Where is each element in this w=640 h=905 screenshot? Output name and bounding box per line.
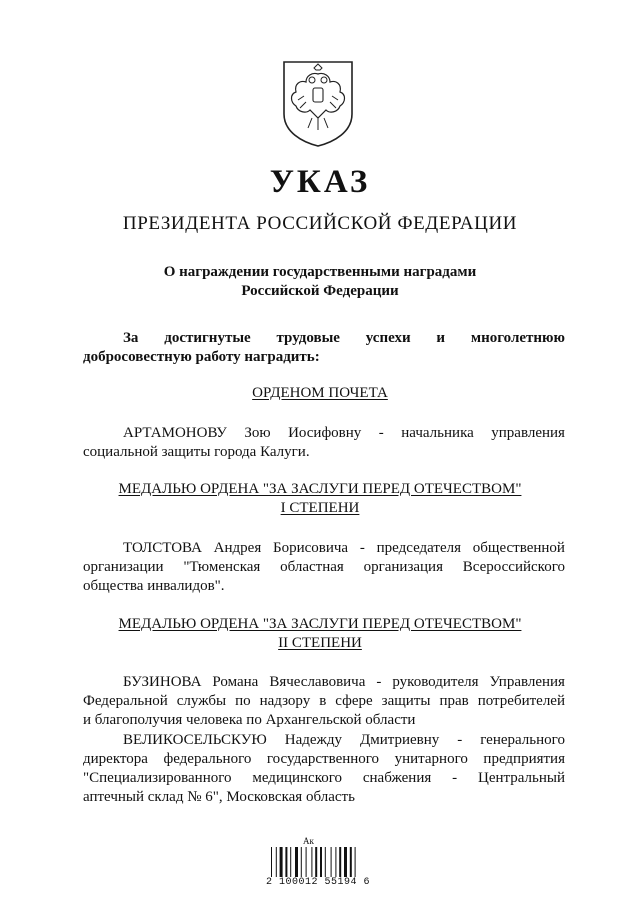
intro-word: успехи [365, 330, 411, 346]
entry-word: Дмитриевну [359, 732, 440, 748]
entry-word: Управления [489, 674, 565, 690]
intro-paragraph [83, 329, 565, 367]
entry-line [83, 692, 565, 711]
entry-line [83, 558, 565, 577]
entry-line [83, 750, 565, 769]
intro-word: многолетнюю [470, 330, 565, 346]
award-title-line: I СТЕПЕНИ [280, 500, 360, 516]
intro-line: добросовестную работу наградить: [83, 349, 320, 365]
entry-word: унитарного [394, 751, 468, 767]
entry-line: социальной защиты города Калуги. [83, 444, 310, 460]
award-title-medal-1st-degree [0, 480, 640, 518]
intro-word: За [123, 330, 139, 346]
entry-word: Андрея [213, 540, 262, 556]
awardee-entry [83, 673, 565, 730]
entry-word: Федеральной [83, 693, 168, 709]
entry-line [83, 673, 565, 692]
award-title-medal-2nd-degree [0, 615, 640, 653]
entry-line [83, 731, 565, 750]
entry-word: - [457, 732, 463, 748]
intro-word: достигнутые [164, 330, 251, 346]
intro-line [83, 329, 565, 348]
entry-word: сфере [335, 693, 373, 709]
awardee-entry [83, 539, 565, 596]
entry-word: Иосифовну [288, 425, 362, 441]
entry-word: общественной [472, 540, 565, 556]
entry-word: Вячеславовича [269, 674, 366, 690]
entry-word: Надежду [284, 732, 343, 748]
heading-line: Российской Федерации [241, 283, 399, 299]
entry-line: аптечный склад № 6", Московская область [83, 789, 355, 805]
entry-word: государственного [266, 751, 380, 767]
entry-word: предприятия [483, 751, 565, 767]
entry-word: организации [83, 559, 164, 575]
entry-line: и благополучия человека по Архангельской области [83, 712, 416, 728]
entry-word: начальника [401, 425, 474, 441]
entry-word: председателя [376, 540, 462, 556]
entry-word: Романа [212, 674, 259, 690]
entry-word: Борисовича [272, 540, 349, 556]
entry-word: Центральный [477, 770, 565, 786]
document-subtitle: ПРЕЗИДЕНТА РОССИЙСКОЙ ФЕДЕРАЦИИ [122, 213, 518, 234]
coat-of-arms-emblem-icon [276, 56, 360, 148]
entry-word: в [319, 693, 327, 709]
entry-word: ВЕЛИКОСЕЛЬСКУЮ [123, 732, 267, 748]
entry-word: руководителя [392, 674, 479, 690]
entry-word: - [359, 540, 365, 556]
entry-word: по [235, 693, 251, 709]
entry-word: генерального [480, 732, 565, 748]
entry-line [83, 769, 565, 788]
entry-word: службы [176, 693, 227, 709]
entry-word: медицинского [252, 770, 343, 786]
entry-word: защиты [381, 693, 431, 709]
entry-word: ТОЛСТОВА [123, 540, 202, 556]
award-title-order-of-honour [0, 384, 640, 403]
entry-word: потребителей [477, 693, 565, 709]
entry-word: "Тюменская [183, 559, 261, 575]
entry-word: управления [491, 425, 565, 441]
award-title-line: МЕДАЛЬЮ ОРДЕНА "ЗА ЗАСЛУГИ ПЕРЕД ОТЕЧЕСТВОМ" [118, 481, 522, 497]
award-title-line: ОРДЕНОМ ПОЧЕТА [252, 385, 388, 401]
entry-word: надзору [259, 693, 311, 709]
barcode-number: 2 100012 55194 6 [266, 877, 371, 888]
entry-word: - [378, 425, 384, 441]
awardee-entry [83, 731, 565, 807]
entry-line [83, 424, 565, 443]
entry-word: федерального [163, 751, 252, 767]
entry-line: общества инвалидов". [83, 578, 225, 594]
heading-line: О награждении государственными наградами [163, 264, 477, 280]
award-title-line: МЕДАЛЬЮ ОРДЕНА "ЗА ЗАСЛУГИ ПЕРЕД ОТЕЧЕСТВОМ" [118, 616, 522, 632]
entry-word: директора [83, 751, 148, 767]
barcode-mark: Ак [303, 836, 314, 846]
entry-word: прав [439, 693, 469, 709]
entry-word: областная [280, 559, 344, 575]
entry-word: БУЗИНОВА [123, 674, 202, 690]
awardee-entry [83, 424, 565, 462]
entry-word: АРТАМОНОВУ [123, 425, 227, 441]
intro-word: трудовые [276, 330, 340, 346]
entry-word: Зою [244, 425, 271, 441]
decree-heading [0, 263, 640, 301]
entry-word: снабжения [362, 770, 432, 786]
entry-line [83, 539, 565, 558]
entry-word: организация [363, 559, 443, 575]
entry-word: - [376, 674, 382, 690]
document-title: УКАЗ [269, 164, 371, 200]
entry-word: Всероссийского [462, 559, 565, 575]
entry-word: - [452, 770, 458, 786]
entry-word: "Специализированного [83, 770, 232, 786]
barcode-icon [270, 847, 370, 877]
award-title-line: II СТЕПЕНИ [278, 635, 362, 651]
intro-word: и [436, 330, 446, 346]
